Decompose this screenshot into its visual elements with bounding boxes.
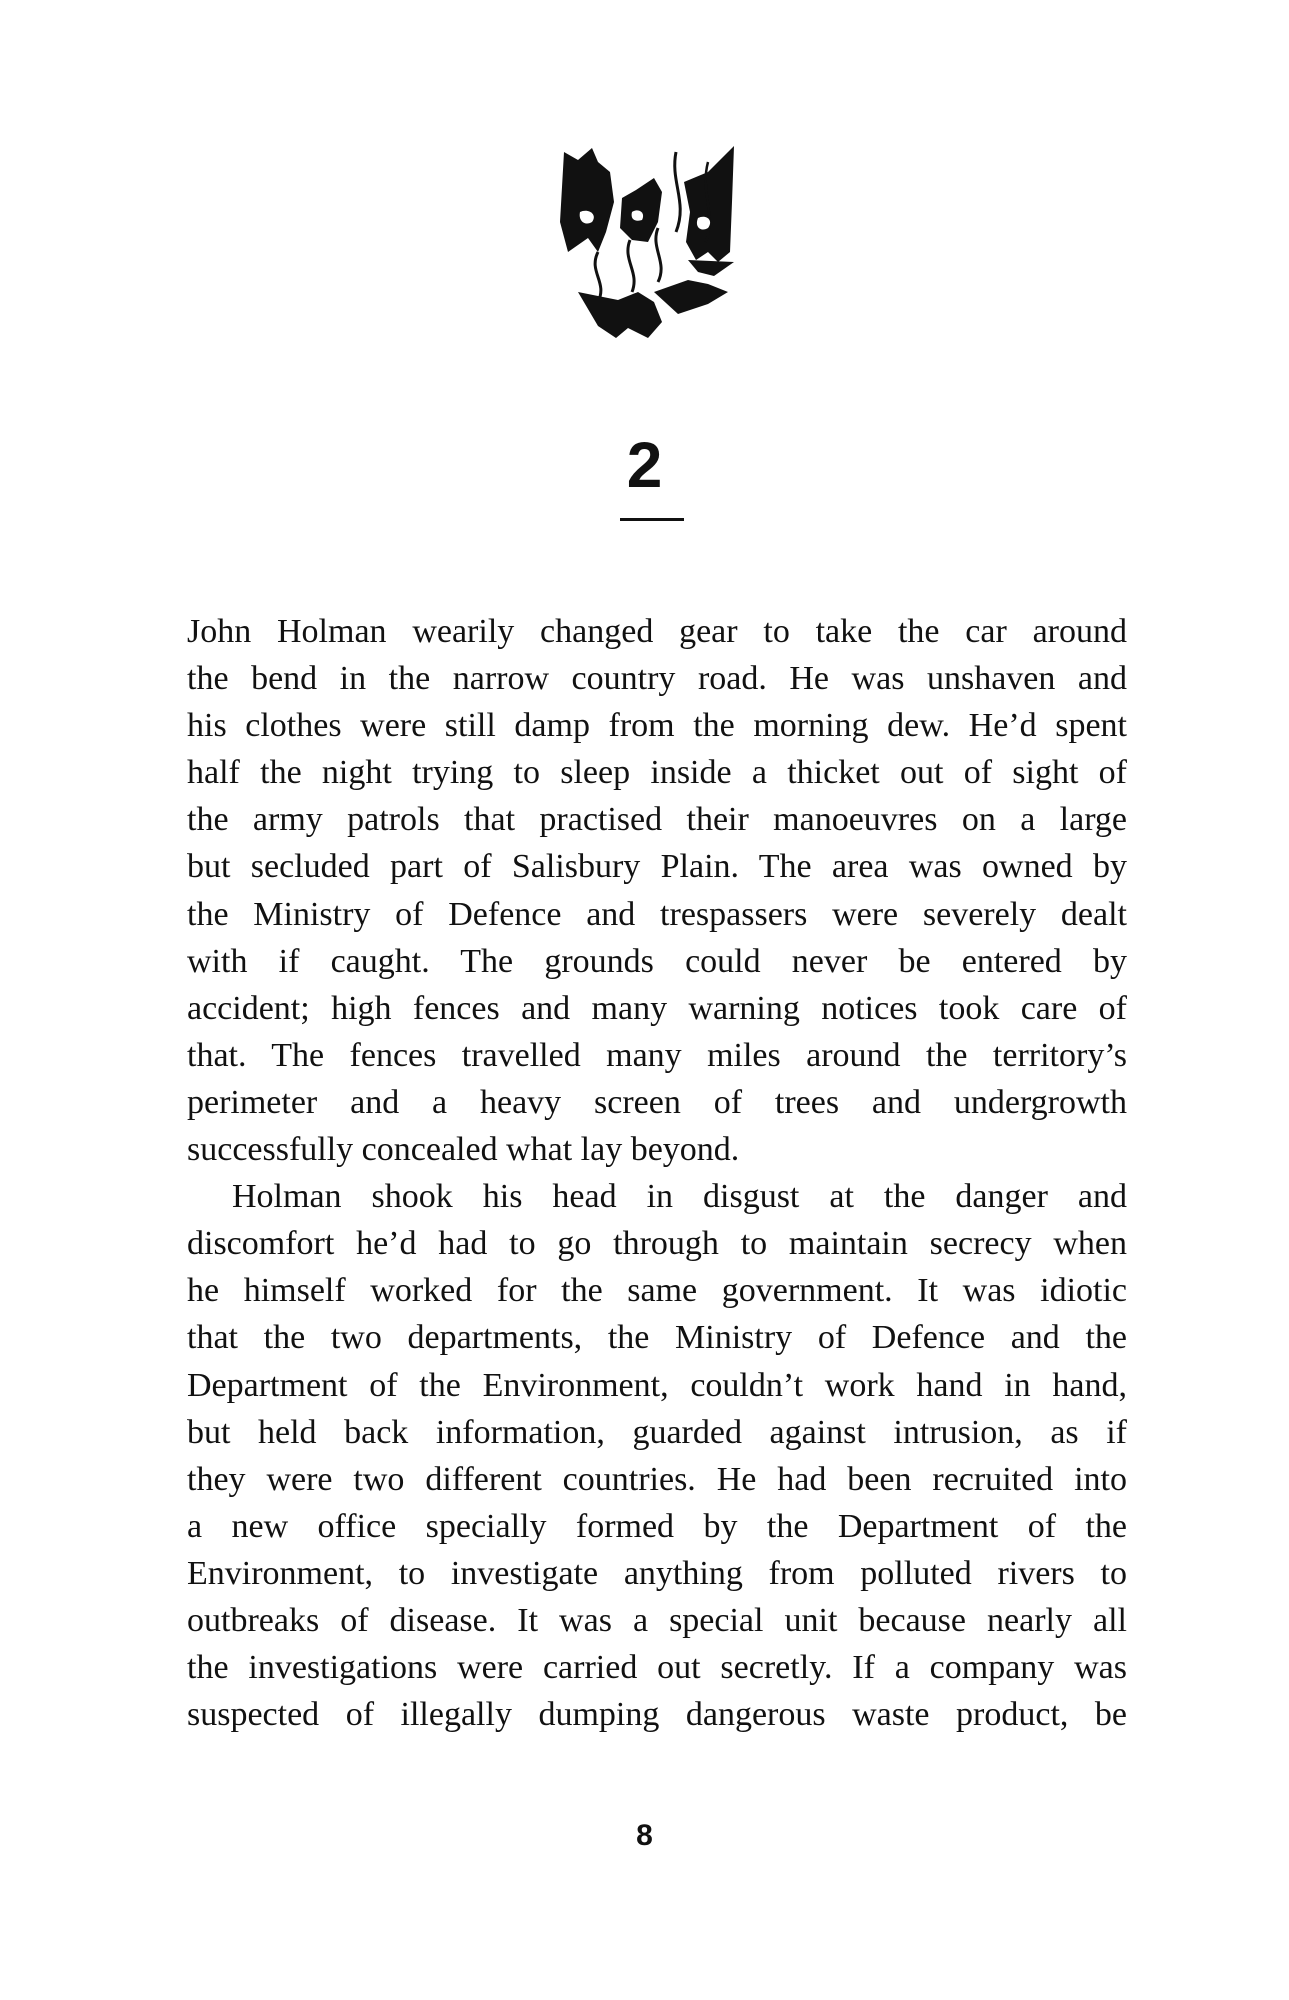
text-line: outbreaks of disease. It was a special unit because nearly all (187, 1601, 1127, 1639)
text-line: John Holman wearily changed gear to take the car around (187, 613, 1127, 650)
chapter-body-text (187, 608, 1127, 1738)
text-line: perimeter and a heavy screen of trees and undergrowth (187, 1083, 1127, 1121)
text-line: but secluded part of Salisbury Plain. The area was owned by (187, 848, 1127, 886)
chapter-ornament-illustration (558, 142, 738, 342)
text-line: successfully concealed what lay beyond. (187, 1131, 740, 1169)
text-line: the Ministry of Defence and trespassers were severely dealt (187, 895, 1127, 933)
text-line: the bend in the narrow country road. He was unshaven and (187, 660, 1127, 698)
text-line: half the night trying to sleep inside a thicket out of sight of (187, 754, 1127, 792)
page-number: 8 (636, 1819, 653, 1852)
chapter-number-underline (620, 518, 684, 521)
text-line: Holman shook his head in disgust at the danger and (232, 1178, 1127, 1216)
text-line: that the two departments, the Ministry of Defence and the (187, 1319, 1127, 1357)
text-line: discomfort he’d had to go through to maintain secrecy when (187, 1225, 1127, 1263)
text-line: his clothes were still damp from the morning dew. He’d spent (187, 707, 1127, 745)
text-line: accident; high fences and many warning notices took care of (187, 989, 1127, 1027)
text-line: with if caught. The grounds could never be entered by (187, 942, 1127, 980)
text-line: he himself worked for the same government. It was idiotic (187, 1272, 1127, 1310)
chapter-number: 2 (626, 429, 663, 501)
text-line: the investigations were carried out secretly. If a company was (187, 1649, 1127, 1687)
paragraph (187, 608, 1127, 1173)
text-line: that. The fences travelled many miles around the territory’s (187, 1036, 1127, 1074)
text-line: Department of the Environment, couldn’t work hand in hand, (187, 1366, 1127, 1404)
text-line: the army patrols that practised their manoeuvres on a large (187, 801, 1127, 839)
paragraph (187, 1173, 1127, 1738)
text-line: they were two different countries. He had been recruited into (187, 1460, 1127, 1498)
text-line: but held back information, guarded against intrusion, as if (187, 1413, 1127, 1451)
text-line: a new office specially formed by the Department of the (187, 1507, 1127, 1545)
text-line: suspected of illegally dumping dangerous waste product, be (187, 1696, 1127, 1734)
text-line: Environment, to investigate anything from polluted rivers to (187, 1554, 1127, 1592)
